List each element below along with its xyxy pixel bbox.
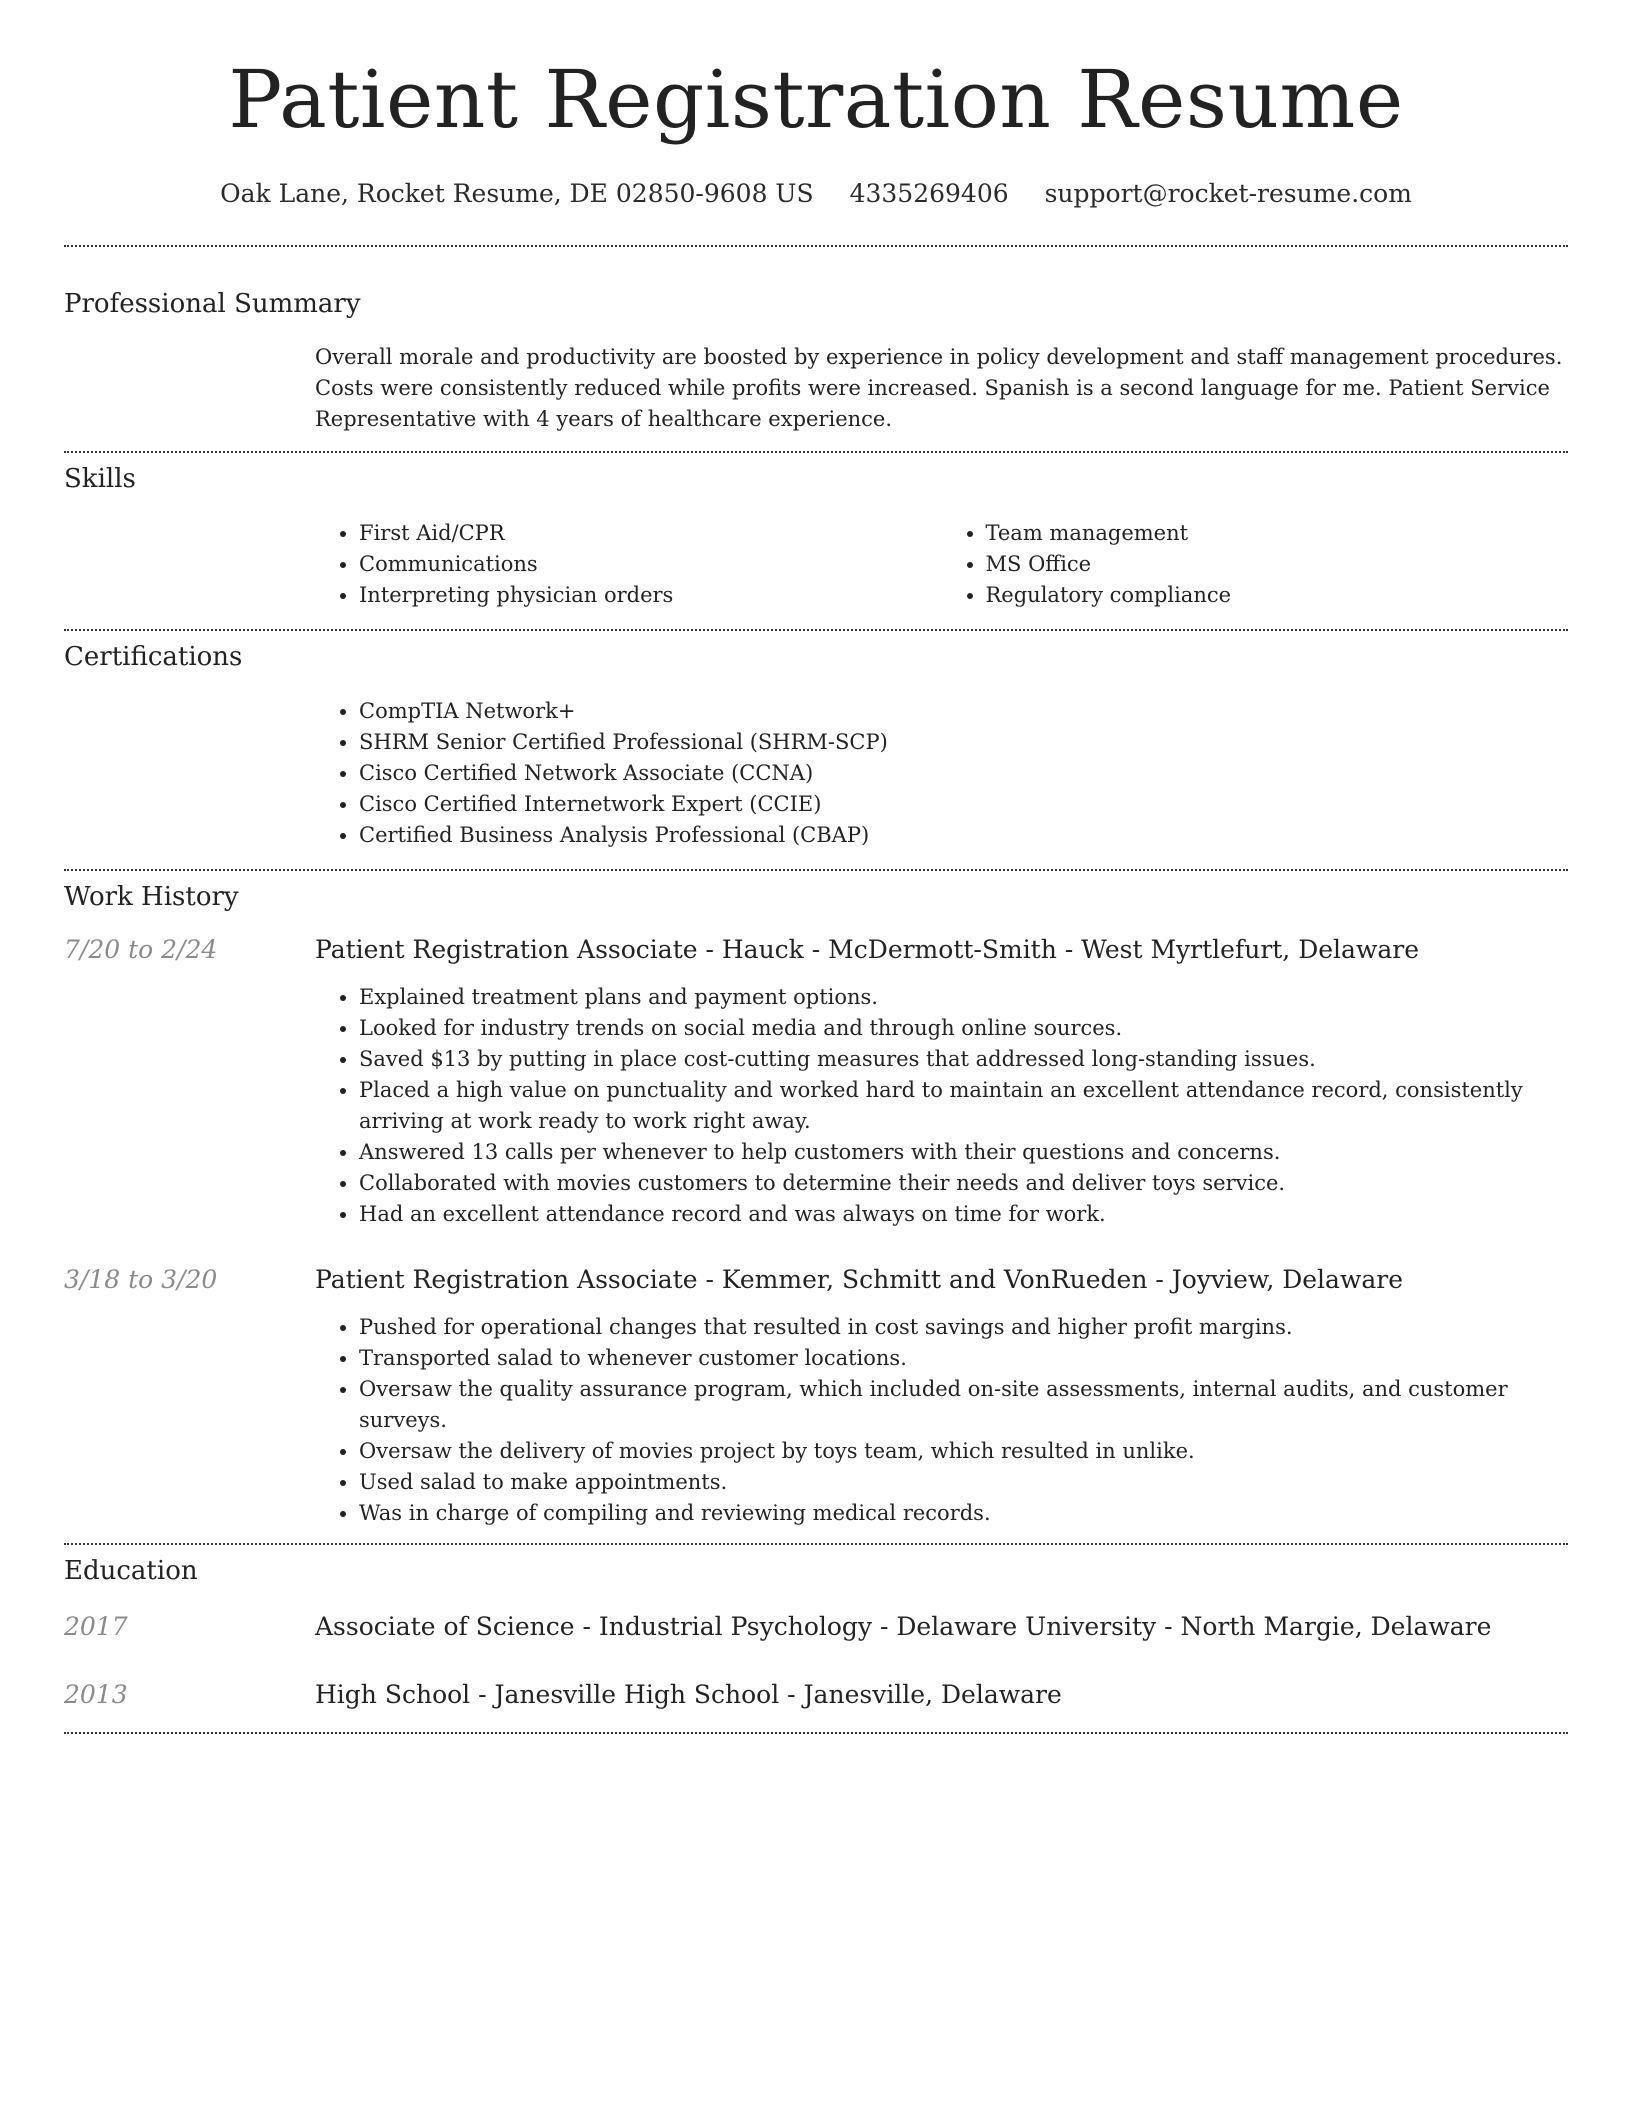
job-bullets (315, 1312, 1568, 1529)
contact-line (64, 178, 1568, 210)
job-bullets-container (315, 1312, 1568, 1529)
skills-list-right (942, 518, 1569, 611)
summary-heading: Professional Summary (64, 289, 361, 319)
job-bullet: • Oversaw the quality assurance program, which included on-site assessments, internal audits, and customer surveys. (359, 1374, 1568, 1436)
divider (64, 1732, 1568, 1734)
job-bullet: • Used salad to make appointments. (359, 1467, 1568, 1498)
certifications-list (315, 696, 1568, 851)
certification-item: • Cisco Certified Internetwork Expert (CCIE) (359, 789, 1568, 820)
skills-heading: Skills (64, 464, 136, 494)
skills-list-left (315, 518, 942, 611)
education-year: 2013 (64, 1680, 128, 1709)
summary-text: Overall morale and productivity are boosted by experience in policy development and staff management procedures. Costs were consistently reduced while profits were increased. Spanish is a second language for me. Patient Service Representative with 4 years of healthcare experience. (315, 345, 1563, 431)
job-entry (64, 934, 1568, 966)
job-heading: Patient Registration Associate - Kemmer, Schmitt and VonRueden - Joyview, Delaware (315, 1265, 1404, 1294)
education-heading-text: High School - Janesville High School - Janesville, Delaware (315, 1680, 1062, 1709)
job-bullet: • Explained treatment plans and payment options. (359, 982, 1568, 1013)
job-dates: 7/20 to 2/24 (64, 935, 218, 964)
job-bullet: • Collaborated with movies customers to determine their needs and deliver toys service. (359, 1168, 1568, 1199)
job-bullets-container (315, 982, 1568, 1230)
job-entry (64, 1264, 1568, 1296)
education-year: 2017 (64, 1612, 128, 1641)
job-dates: 3/18 to 3/20 (64, 1265, 218, 1294)
certification-item: • SHRM Senior Certified Professional (SHRM-SCP) (359, 727, 1568, 758)
resume-title: Patient Registration Resume (228, 53, 1404, 146)
skill-item: • First Aid/CPR (359, 518, 942, 549)
job-heading: Patient Registration Associate - Hauck - McDermott-Smith - West Myrtlefurt, Delaware (315, 935, 1419, 964)
certifications-section (64, 631, 1568, 851)
job-bullet: • Transported salad to whenever customer locations. (359, 1343, 1568, 1374)
education-entry (64, 1679, 1568, 1711)
job-bullet: • Pushed for operational changes that resulted in cost savings and higher profit margins. (359, 1312, 1568, 1343)
certification-item: • Certified Business Analysis Professional (CBAP) (359, 820, 1568, 851)
education-entry (64, 1611, 1568, 1643)
work-history-section (64, 871, 1568, 1529)
contact-email: support@rocket-resume.com (1044, 179, 1412, 208)
work-history-heading: Work History (64, 882, 239, 912)
resume-page (64, 0, 1568, 1734)
skills-grid (315, 518, 1568, 611)
skill-item: • Interpreting physician orders (359, 580, 942, 611)
skill-item: • Regulatory compliance (986, 580, 1569, 611)
certification-item: • Cisco Certified Network Associate (CCNA) (359, 758, 1568, 789)
job-bullet: • Placed a high value on punctuality and worked hard to maintain an excellent attendance record, consistently arriving at work ready to work right away. (359, 1075, 1568, 1137)
skill-item: • Team management (986, 518, 1569, 549)
job-bullet: • Looked for industry trends on social media and through online sources. (359, 1013, 1568, 1044)
certifications-heading: Certifications (64, 642, 243, 672)
job-bullet: • Answered 13 calls per whenever to help customers with their questions and concerns. (359, 1137, 1568, 1168)
job-bullet: • Had an excellent attendance record and was always on time for work. (359, 1199, 1568, 1230)
education-heading: Education (64, 1556, 198, 1586)
skills-section (64, 453, 1568, 611)
certification-item: • CompTIA Network+ (359, 696, 1568, 727)
job-bullet: • Was in charge of compiling and reviewing medical records. (359, 1498, 1568, 1529)
summary-section (64, 247, 1568, 435)
education-section (64, 1545, 1568, 1711)
job-bullet: • Saved $13 by putting in place cost-cutting measures that addressed long-standing issues. (359, 1044, 1568, 1075)
skill-item: • MS Office (986, 549, 1569, 580)
certifications-content (315, 696, 1568, 851)
contact-phone: 4335269406 (849, 179, 1009, 208)
job-bullet: • Oversaw the delivery of movies project by toys team, which resulted in unlike. (359, 1436, 1568, 1467)
job-bullets (315, 982, 1568, 1230)
education-heading-text: Associate of Science - Industrial Psychology - Delaware University - North Margie, Delaware (315, 1612, 1492, 1641)
contact-address: Oak Lane, Rocket Resume, DE 02850-9608 US (220, 179, 814, 208)
skill-item: • Communications (359, 549, 942, 580)
